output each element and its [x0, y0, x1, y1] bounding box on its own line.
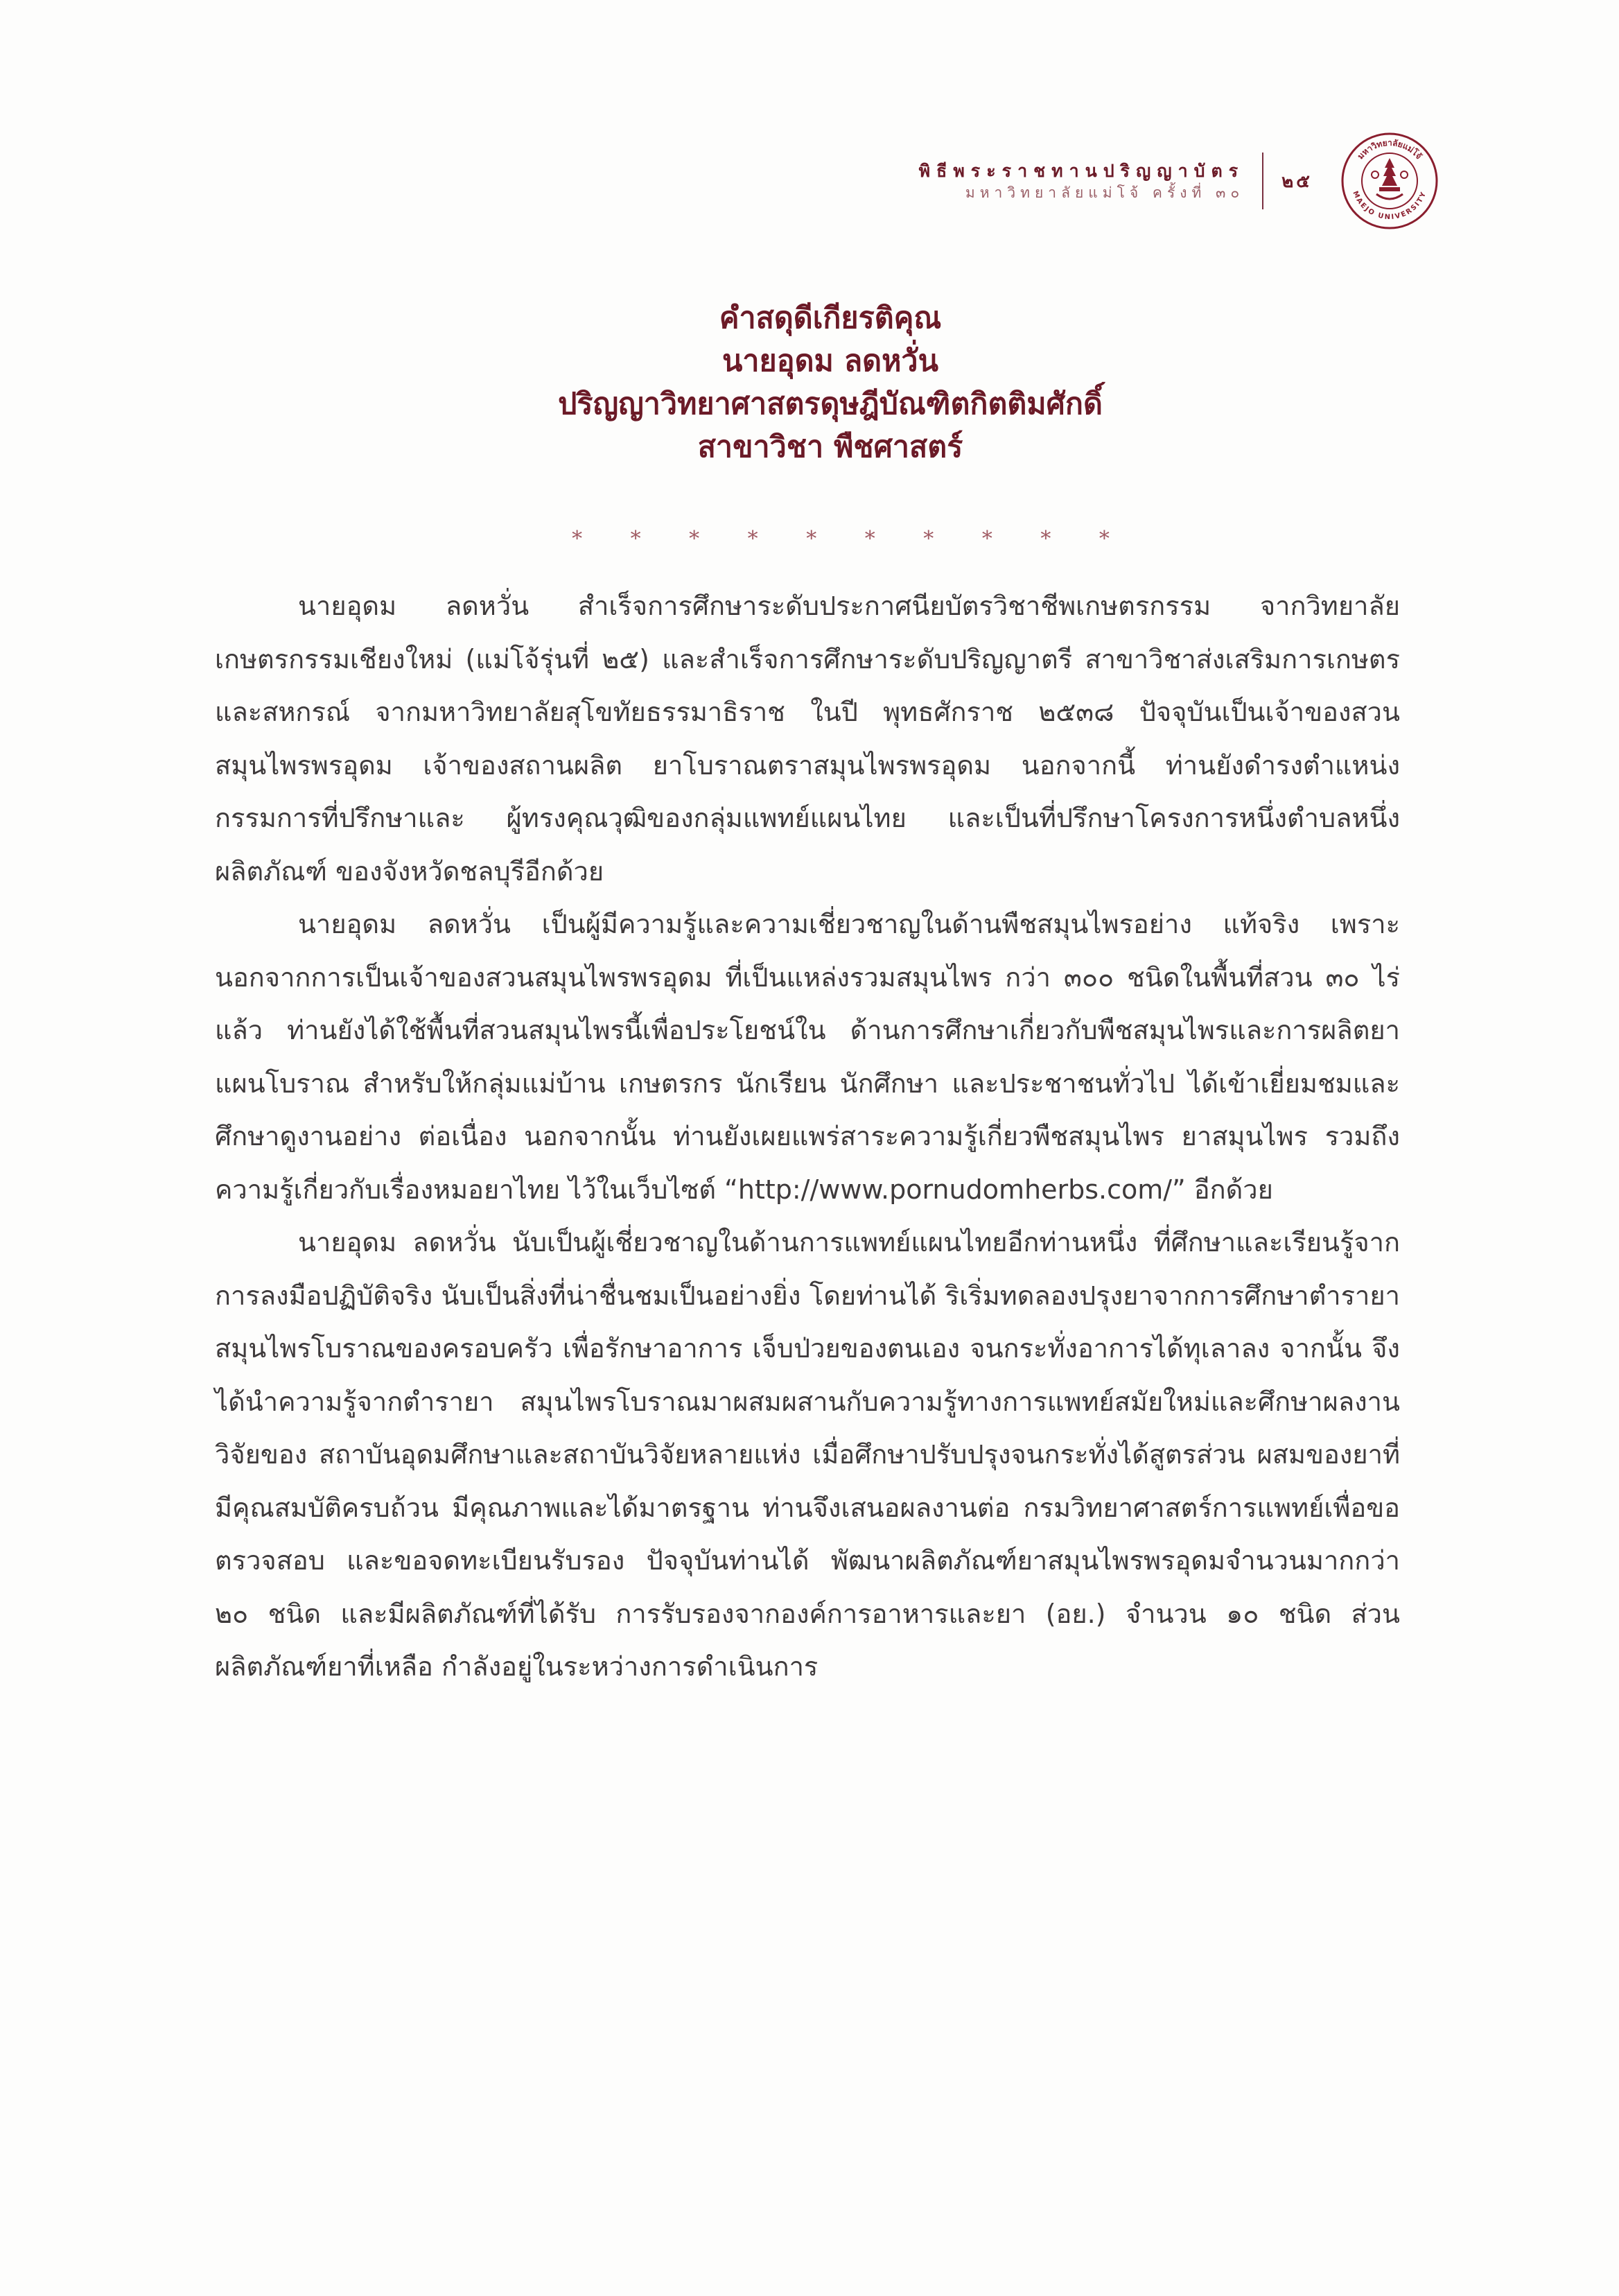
- header-title: พิธีพระราชทานปริญญาบัตร: [918, 161, 1245, 181]
- paragraph: [215, 898, 1400, 1216]
- title-block: [0, 297, 1619, 469]
- header-divider: [1262, 153, 1263, 209]
- paragraph-text: นายอุดม ลดหวั่น สำเร็จการศึกษาระดับประกาศนียบัตรวิชาชีพเกษตรกรรม จากวิทยาลัยเกษตรกรรมเชียงใหม่ (แม่โจ้รุ่นที่ ๒๕) และสำเร็จการศึกษาระดับปริญญาตรี สาขาวิชาส่งเสริมการเกษตรและสหกรณ์ จากมหาวิทยาลัยสุโขทัยธรรมาธิราช ในปี พุทธศักราช ๒๕๓๘ ปัจจุบันเป็นเจ้าของสวนสมุนไพรพรอุดม เจ้าของสถานผลิต ยาโบราณตราสมุนไพรพรอุดม นอกจากนี้ ท่านยังดำรงตำแหน่งกรรมการที่ปรึกษาและ ผู้ทรงคุณวุฒิของกลุ่มแพทย์แผนไทย และเป็นที่ปรึกษาโครงการหนึ่งตำบลหนึ่งผลิตภัณฑ์ ของจังหวัดชลบุรีอีกด้วย: [215, 591, 1400, 887]
- seal-arc-bottom: MAEJO UNIVERSITY: [1351, 190, 1428, 222]
- page-number: ๒๕: [1281, 171, 1313, 192]
- paragraph: [215, 1216, 1400, 1694]
- header-text: [919, 159, 1245, 202]
- university-seal-icon: [1340, 132, 1439, 230]
- paragraph: [215, 580, 1400, 898]
- svg-text:MAEJO UNIVERSITY: [1351, 190, 1428, 221]
- header-subtitle: มหาวิทยาลัยแม่โจ้ ครั้งที่ ๓๐: [965, 184, 1245, 201]
- page-header: [919, 132, 1439, 230]
- degree-title: ปริญญาวิทยาศาสตรดุษฎีบัณฑิตกิตติมศักดิ์: [558, 387, 1103, 421]
- document-title: คำสดุดีเกียรติคุณ: [719, 301, 942, 336]
- star-separator: * * * * * * * * * *: [572, 527, 1130, 551]
- honoree-name: นายอุดม ลดหวั่น: [722, 344, 938, 379]
- seal-arc-top: มหาวิทยาลัยแม่โจ้: [1355, 137, 1424, 162]
- field-of-study: สาขาวิชา พืชศาสตร์: [697, 430, 963, 464]
- citation-body: [215, 580, 1400, 1694]
- paragraph-text: นายอุดม ลดหวั่น นับเป็นผู้เชี่ยวชาญในด้านการแพทย์แผนไทยอีกท่านหนึ่ง ที่ศึกษาและเรียนรู้จากการลงมือปฏิบัติจริง นับเป็นสิ่งที่น่าชื่นชมเป็นอย่างยิ่ง โดยท่านได้ ริเริ่มทดลองปรุงยาจากการศึกษาตำรายาสมุนไพรโบราณของครอบครัว เพื่อรักษาอาการ เจ็บป่วยของตนเอง จนกระทั่งอาการได้ทุเลาลง จากนั้น จึงได้นำความรู้จากตำรายา สมุนไพรโบราณมาผสมผสานกับความรู้ทางการแพทย์สมัยใหม่และศึกษาผลงานวิจัยของ สถาบันอุดมศึกษาและสถาบันวิจัยหลายแห่ง เมื่อศึกษาปรับปรุงจนกระทั่งได้สูตรส่วน ผสมของยาที่มีคุณสมบัติครบถ้วน มีคุณภาพและได้มาตรฐาน ท่านจึงเสนอผลงานต่อ กรมวิทยาศาสตร์การแพทย์เพื่อขอตรวจสอบ และขอจดทะเบียนรับรอง ปัจจุบันท่านได้ พัฒนาผลิตภัณฑ์ยาสมุนไพรพรอุดมจำนวนมากกว่า ๒๐ ชนิด และมีผลิตภัณฑ์ที่ได้รับ การรับรองจากองค์การอาหารและยา (อย.) จำนวน ๑๐ ชนิด ส่วนผลิตภัณฑ์ยาที่เหลือ กำลังอยู่ในระหว่างการดำเนินการ: [215, 1227, 1400, 1682]
- paragraph-text: นายอุดม ลดหวั่น เป็นผู้มีความรู้และความเชี่ยวชาญในด้านพืชสมุนไพรอย่าง แท้จริง เพราะนอกจากการเป็นเจ้าของสวนสมุนไพรพรอุดม ที่เป็นแหล่งรวมสมุนไพร กว่า ๓๐๐ ชนิดในพื้นที่สวน ๓๐ ไร่ แล้ว ท่านยังได้ใช้พื้นที่สวนสมุนไพรนี้เพื่อประโยชน์ใน ด้านการศึกษาเกี่ยวกับพืชสมุนไพรและการผลิตยาแผนโบราณ สำหรับให้กลุ่มแม่บ้าน เกษตรกร นักเรียน นักศึกษา และประชาชนทั่วไป ได้เข้าเยี่ยมชมและศึกษาดูงานอย่าง ต่อเนื่อง นอกจากนั้น ท่านยังเผยแพร่สาระความรู้เกี่ยวพืชสมุนไพร ยาสมุนไพร รวมถึง ความรู้เกี่ยวกับเรื่องหมอยาไทย ไว้ในเว็บไซต์ “http://www.pornudomherbs.com/” อีกด้วย: [215, 909, 1400, 1205]
